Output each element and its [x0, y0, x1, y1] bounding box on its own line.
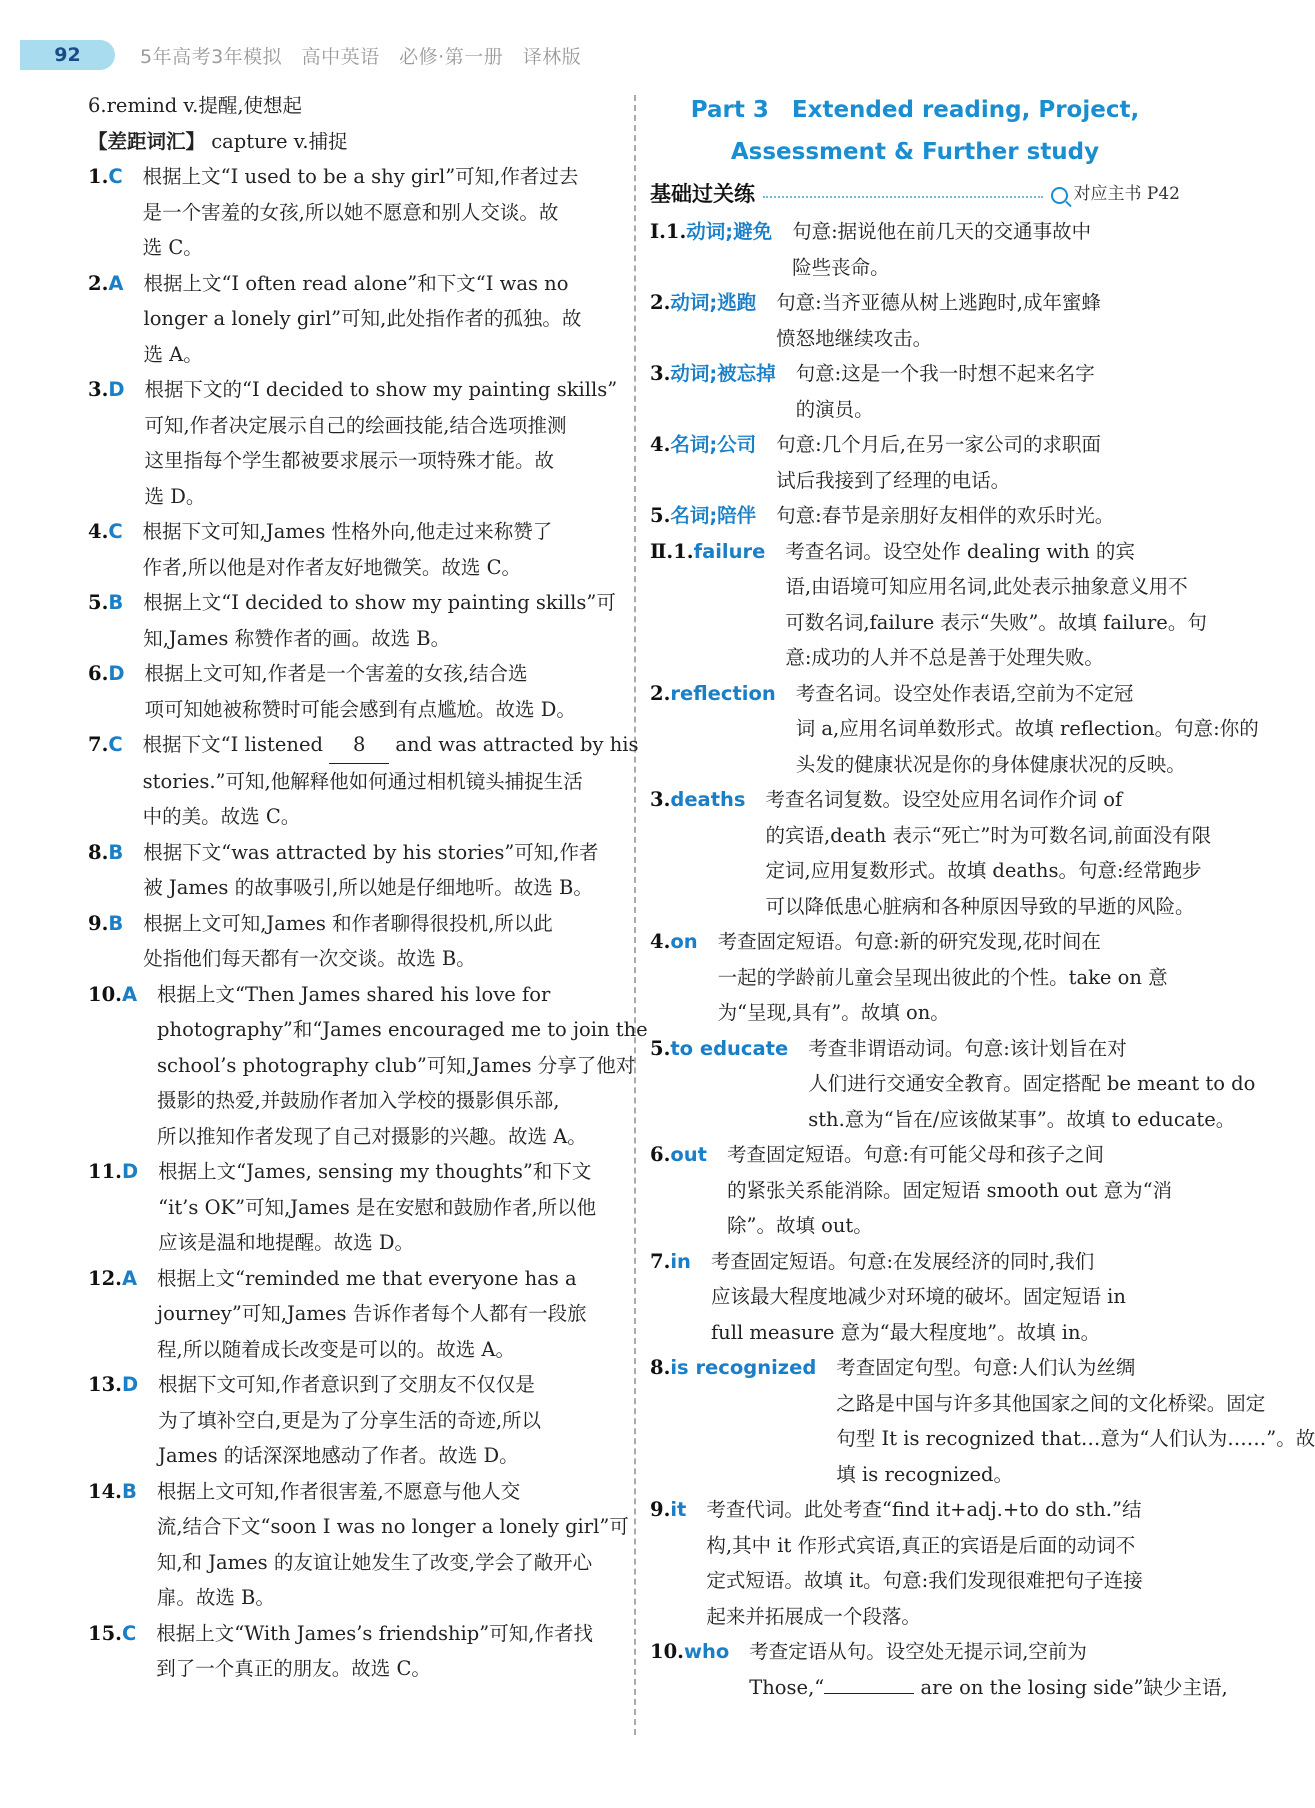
item-number: 4.	[88, 520, 109, 543]
page-header	[20, 40, 581, 70]
item-explanation	[143, 514, 618, 585]
item-explanation	[776, 427, 1180, 498]
item-number: 5.	[650, 1036, 671, 1060]
item-answer: B	[121, 1479, 137, 1503]
explanation-line: 根据下文可知,作者意识到了交朋友不仅仅是	[158, 1373, 535, 1396]
answer-item	[88, 1261, 618, 1368]
explanation-line: 考查名词复数。设空处应用名词作介词 of	[765, 788, 1123, 811]
item-number: 2.	[650, 291, 671, 314]
item-answer: to educate	[670, 1036, 789, 1060]
item-head	[650, 1244, 711, 1351]
explanation-line: 定式短语。故填 it。句意:我们发现很难把句子连接	[706, 1569, 1143, 1592]
item-head	[650, 1492, 706, 1634]
item-answer: C	[121, 1621, 137, 1645]
item-head	[88, 1616, 156, 1687]
item-answer: it	[670, 1498, 687, 1521]
explanation-line: 根据上文“James, sensing my thoughts”和下文	[158, 1160, 592, 1183]
item-number: 7.	[88, 733, 109, 756]
answer-item	[650, 534, 1207, 676]
explanation-text: Those,“	[749, 1675, 825, 1699]
explanation-line: 根据上文“With James’s friendship”可知,作者找	[156, 1621, 593, 1645]
explanation-line: 句意:据说他在前几天的交通事故中	[792, 220, 1092, 243]
item-number: 13.	[88, 1373, 122, 1396]
explanation-line: 项可知她被称赞时可能会感到有点尴尬。故选 D。	[144, 697, 576, 721]
item-number: 14.	[88, 1479, 122, 1503]
item-number: 5.	[650, 504, 671, 527]
explanation-line: 考查固定短语。句意:新的研究发现,花时间在	[717, 930, 1101, 953]
item-head	[88, 1261, 157, 1368]
item-head	[88, 1474, 157, 1616]
answer-item	[88, 835, 618, 906]
explanation-line: 扉。故选 B。	[156, 1586, 275, 1609]
answer-item	[650, 1350, 1315, 1492]
item-number: 6.	[650, 1143, 671, 1166]
explanation-line: 流,结合下文“soon I was no longer a lonely girl”可	[156, 1515, 629, 1538]
section-title: 基础过关练	[650, 182, 755, 207]
item-number: 8.	[88, 840, 109, 864]
answer-item	[650, 285, 1180, 356]
part-title-line-2: Assessment & Further study	[730, 139, 1100, 165]
item-answer: 名词;陪伴	[670, 504, 757, 527]
explanation-line: 考查名词。设空处作 dealing with 的宾	[785, 539, 1135, 563]
explanation-line: “it’s OK”可知,James 是在安慰和鼓励作者,所以他	[158, 1195, 597, 1219]
item-head	[88, 1367, 158, 1474]
section-ref-text: 对应主书 P42	[1073, 184, 1180, 205]
answer-item	[88, 159, 618, 266]
explanation-text: are on the losing side”缺少主语,	[914, 1675, 1228, 1699]
item-explanation	[776, 498, 1180, 534]
explanation-line: 句意:当齐亚德从树上逃跑时,成年蜜蜂	[776, 291, 1101, 314]
explanation-text: and was attracted by his	[389, 733, 639, 756]
item-head	[650, 924, 718, 1031]
explanation-line: 根据上文“reminded me that everyone has a	[157, 1266, 577, 1290]
explanation-line: 构,其中 it 作形式宾语,真正的宾语是后面的动词不	[706, 1533, 1136, 1557]
item-number: 1.	[665, 220, 687, 243]
explanation-line: 考查固定句型。句意:人们认为丝绸	[836, 1356, 1136, 1379]
explanation-line: 考查名词。设空处作表语,空前为不定冠	[795, 681, 1134, 705]
explanation-line: 程,所以随着成长改变是可以的。故选 A。	[157, 1337, 516, 1361]
explanation-text: 根据下文“I listened	[142, 733, 330, 756]
explanation-line: 险些丧命。	[792, 255, 890, 279]
explanation-line: 应该是温和地提醒。故选 D。	[158, 1231, 414, 1254]
explanation-line: James 的话深深地感动了作者。故选 D。	[158, 1444, 519, 1467]
explanation-line: 根据下文的“I decided to show my painting skills”	[144, 378, 618, 401]
item-head	[650, 214, 792, 285]
item-answer: D	[121, 1160, 139, 1183]
item-number: 3.	[88, 378, 109, 401]
item-explanation	[157, 1261, 618, 1368]
explanation-line: 语,由语境可知应用名词,此处表示抽象意义用不	[785, 575, 1188, 598]
item-answer: 动词;逃跑	[670, 291, 757, 314]
part-title-line-1: Part 3 Extended reading, Project,	[690, 97, 1140, 123]
item-answer: 动词;避免	[686, 220, 773, 243]
section-ref	[1051, 177, 1180, 213]
answer-item	[650, 1244, 1180, 1351]
item-answer: C	[108, 165, 123, 188]
item-number: 15.	[88, 1621, 122, 1645]
explanation-line: 除”。故填 out。	[726, 1214, 873, 1237]
explanation-line: 根据上文“Then James shared his love for	[157, 982, 551, 1006]
item-answer: B	[108, 591, 124, 614]
explanation-line: 考查固定短语。句意:有可能父母和孩子之间	[726, 1143, 1105, 1166]
item-answer: D	[121, 1373, 139, 1396]
item-answer: 名词;公司	[670, 433, 757, 456]
item-explanation	[156, 1616, 618, 1687]
explanation-line: 词 a,应用名词单数形式。故填 reflection。句意:你的	[795, 717, 1259, 740]
explanation-line: full measure 意为“最大程度地”。故填 in。	[710, 1320, 1101, 1344]
explanation-line: 为了填补空白,更是为了分享生活的奇迹,所以	[158, 1408, 542, 1432]
item-explanation	[143, 585, 618, 656]
item-head	[650, 1137, 727, 1244]
item-number: 10.	[650, 1640, 684, 1663]
explanation-line: 人们进行交通安全教育。固定搭配 be meant to do	[808, 1072, 1256, 1095]
item-explanation	[711, 1244, 1180, 1351]
explanation-line: school’s photography club”可知,James 分享了他对	[157, 1053, 636, 1077]
book-title: 5年高考3年模拟 高中英语 必修·第一册 译林版	[140, 45, 582, 68]
answer-item	[650, 924, 1180, 1031]
left-column	[88, 88, 648, 1687]
explanation-line: 可以降低患心脏病和各种原因导致的早逝的风险。	[765, 894, 1195, 918]
column-divider	[634, 95, 636, 1735]
answer-item	[88, 1367, 618, 1474]
item-explanation	[157, 1474, 629, 1616]
item-number: 12.	[88, 1266, 122, 1290]
explanation-line: 头发的健康状况是你的身体健康状况的反映。	[795, 752, 1186, 776]
explanation-line: 根据上文“I used to be a shy girl”可知,作者过去	[142, 165, 579, 188]
item-explanation	[792, 214, 1180, 285]
item-answer: C	[108, 733, 123, 756]
item-explanation	[776, 285, 1180, 356]
explanation-line: 根据上文“I decided to show my painting skills”可	[143, 591, 616, 614]
item-head	[88, 835, 143, 906]
item-head	[650, 1634, 749, 1705]
explanation-line: 意:成功的人并不总是善于处理失败。	[785, 646, 1104, 669]
item-explanation	[145, 372, 618, 514]
item-explanation	[158, 1154, 618, 1261]
item-answer: A	[121, 982, 138, 1006]
explanation-line: 考查定语从句。设空处无提示词,空前为	[749, 1640, 1087, 1663]
explanation-line: 根据下文可知,James 性格外向,他走过来称赞了	[142, 520, 553, 543]
item-number: 3.	[650, 362, 671, 385]
explanation-line: stories.”可知,他解释他如何通过相机镜头捕捉生活	[142, 769, 583, 793]
answer-item	[650, 427, 1180, 498]
right-column	[650, 88, 1315, 1705]
explanation-line: 根据上文可知,作者很害羞,不愿意与他人交	[156, 1479, 521, 1503]
item-number: 5.	[88, 591, 109, 614]
item-answer: in	[670, 1249, 691, 1273]
item-answer: D	[108, 662, 125, 685]
answer-item	[650, 676, 1259, 783]
explanation-line: 被 James 的故事吸引,所以她是仔细地听。故选 B。	[143, 876, 593, 899]
answer-item	[88, 266, 618, 373]
explanation-line: 根据上文可知,James 和作者聊得很投机,所以此	[143, 911, 553, 935]
item-explanation	[796, 356, 1180, 427]
explanation-line: 的紧张关系能消除。固定短语 smooth out 意为“消	[726, 1178, 1173, 1202]
explanation-line: 的演员。	[795, 397, 874, 421]
explanation-line: 可数名词,failure 表示“失败”。故填 failure。句	[785, 610, 1207, 634]
explanation-line: 根据上文“I often read alone”和下文“I was no	[143, 271, 569, 295]
item-answer: out	[670, 1143, 707, 1166]
explanation-line: 知,和 James 的友谊让她发生了改变,学会了敞开心	[156, 1550, 593, 1574]
item-number: 9.	[650, 1498, 671, 1521]
item-number: 2.	[650, 681, 671, 705]
item-explanation	[808, 1031, 1255, 1138]
item-head	[88, 372, 145, 514]
item-head	[650, 1031, 808, 1138]
item-explanation	[143, 906, 618, 977]
item-head	[88, 977, 157, 1155]
item-answer: deaths	[670, 788, 746, 811]
item-explanation	[143, 266, 618, 373]
item-explanation	[796, 676, 1259, 783]
explanation-line: 可知,作者决定展示自己的绘画技能,结合选项推测	[144, 413, 567, 437]
answer-item	[88, 585, 618, 656]
explanation-line: 句意:几个月后,在另一家公司的求职面	[776, 433, 1101, 456]
item-head	[650, 427, 776, 498]
item-explanation	[749, 1634, 1227, 1705]
explanation-line: longer a lonely girl”可知,此处指作者的孤独。故	[143, 307, 582, 330]
item-number: 2.	[88, 271, 109, 295]
explanation-line: 句意:这是一个我一时想不起来名字	[795, 362, 1095, 385]
page-number-badge	[20, 40, 115, 70]
item-explanation	[145, 656, 618, 727]
item-head	[650, 1350, 836, 1492]
explanation-line: 摄影的热爱,并鼓励作者加入学校的摄影俱乐部,	[157, 1089, 560, 1112]
explanation-line: 句型 It is recognized that…意为“人们认为……”。故	[836, 1427, 1315, 1450]
item-answer: B	[108, 840, 124, 864]
answer-blank	[824, 1693, 914, 1694]
explanation-line: 处指他们每天都有一次交谈。故选 B。	[143, 947, 476, 970]
item-answer: D	[108, 378, 125, 401]
explanation-line: 愤怒地继续攻击。	[776, 326, 933, 350]
item-explanation	[158, 1367, 618, 1474]
explanation-line: 选 A。	[143, 342, 203, 366]
section-dotted-rule	[763, 196, 1043, 198]
group-label: Ⅰ.	[650, 220, 666, 243]
item-head	[650, 356, 796, 427]
item-number: 10.	[88, 982, 122, 1006]
answer-item	[650, 1634, 1228, 1705]
answer-item	[88, 977, 648, 1155]
explanation-line: 作者,所以他是对作者友好地微笑。故选 C。	[142, 555, 521, 579]
item-explanation	[727, 1137, 1180, 1244]
group-label: Ⅱ.	[650, 539, 674, 563]
explanation-line	[143, 727, 639, 764]
item-answer: A	[121, 1266, 138, 1290]
answer-item	[650, 356, 1180, 427]
item-explanation	[143, 727, 639, 835]
answer-item	[650, 1492, 1180, 1634]
item-head	[88, 585, 143, 656]
item-number: 6.	[88, 662, 109, 685]
item-explanation	[766, 782, 1212, 924]
item-explanation	[706, 1492, 1180, 1634]
explanation-line: 根据下文“was attracted by his stories”可知,作者	[143, 840, 599, 864]
page-number: 92	[54, 44, 81, 66]
explanation-line: 选 C。	[142, 236, 203, 259]
answer-item	[88, 906, 618, 977]
explanation-line: 中的美。故选 C。	[142, 805, 301, 828]
answer-item	[650, 214, 1180, 285]
item-explanation	[836, 1350, 1315, 1492]
section-header	[650, 176, 1180, 214]
item-answer: reflection	[670, 681, 776, 705]
explanation-line: 考查代词。此处考查“find it+adj.+to do sth.”结	[706, 1498, 1142, 1521]
answer-item	[88, 1154, 618, 1261]
item-number: 4.	[650, 930, 671, 953]
item-explanation	[785, 534, 1207, 676]
item-head	[650, 285, 776, 356]
explanation-line: 考查固定短语。句意:在发展经济的同时,我们	[710, 1249, 1095, 1273]
item-number: 9.	[88, 911, 109, 935]
item-head	[650, 782, 766, 924]
gap-vocab-text: capture v.捕捉	[205, 129, 348, 153]
item-number: 4.	[650, 433, 671, 456]
item-head	[88, 656, 145, 727]
gap-vocab-label: 【差距词汇】	[88, 129, 206, 153]
explanation-line: 选 D。	[144, 484, 206, 508]
item-head	[88, 1154, 158, 1261]
answer-item	[650, 498, 1180, 534]
explanation-line: 应该最大程度地减少对环境的破坏。固定短语 in	[710, 1285, 1126, 1308]
item-answer: is recognized	[670, 1356, 817, 1379]
item-number: 1.	[88, 165, 109, 188]
item-head	[88, 266, 143, 373]
answer-item	[650, 1031, 1256, 1138]
explanation-line: 之路是中国与许多其他国家之间的文化桥梁。固定	[836, 1391, 1266, 1415]
item-number: 1.	[673, 539, 694, 563]
item-explanation	[143, 835, 618, 906]
item-head	[88, 906, 143, 977]
explanation-line: sth.意为“旨在/应该做某事”。故填 to educate。	[808, 1107, 1236, 1131]
explanation-line: 是一个害羞的女孩,所以她不愿意和别人交谈。故	[142, 200, 559, 224]
item-head	[650, 498, 776, 534]
item-head	[650, 534, 785, 676]
item-answer: A	[108, 271, 124, 295]
item-head	[88, 727, 143, 835]
answer-item	[88, 656, 618, 727]
explanation-line: journey”可知,James 告诉作者每个人都有一段旅	[157, 1302, 587, 1325]
item-explanation	[157, 977, 648, 1155]
explanation-line: 试后我接到了经理的电话。	[776, 468, 1011, 492]
blank-number: 8	[329, 727, 389, 764]
item-answer: 动词;被忘掉	[670, 362, 776, 385]
answer-item	[650, 1137, 1180, 1244]
item-head	[88, 159, 143, 266]
explanation-line: photography”和“James encouraged me to join the	[157, 1018, 648, 1041]
explanation-line: 一起的学龄前儿童会呈现出彼此的个性。take on 意	[717, 965, 1168, 989]
item-number: 8.	[650, 1356, 671, 1379]
item-answer: on	[670, 930, 698, 953]
item-number: 11.	[88, 1160, 122, 1183]
explanation-line	[749, 1670, 1227, 1706]
item-head	[650, 676, 796, 783]
item-explanation	[718, 924, 1180, 1031]
explanation-line: 所以推知作者发现了自己对摄影的兴趣。故选 A。	[157, 1124, 587, 1148]
item-answer: failure	[693, 539, 766, 563]
explanation-line: 根据上文可知,作者是一个害羞的女孩,结合选	[144, 662, 528, 685]
gap-vocab-line	[88, 124, 618, 160]
item-head	[88, 514, 143, 585]
explanation-line: 到了一个真正的朋友。故选 C。	[156, 1657, 431, 1680]
explanation-line: 这里指每个学生都被要求展示一项特殊才能。故	[144, 449, 555, 472]
answer-item	[88, 727, 639, 835]
vocab-line: 6.remind v.提醒,使想起	[88, 94, 303, 117]
search-icon	[1051, 187, 1068, 204]
item-explanation	[143, 159, 618, 266]
answer-item	[650, 782, 1212, 924]
explanation-line: 句意:春节是亲朋好友相伴的欢乐时光。	[776, 504, 1115, 527]
item-number: 7.	[650, 1249, 671, 1273]
item-number: 3.	[650, 788, 671, 811]
explanation-line: 知,James 称赞作者的画。故选 B。	[143, 626, 451, 650]
answer-item	[88, 372, 618, 514]
explanation-line: 填 is recognized。	[836, 1462, 1014, 1486]
item-answer: B	[108, 911, 124, 935]
explanation-line: 考查非谓语动词。句意:该计划旨在对	[808, 1036, 1127, 1060]
explanation-line: 起来并拓展成一个段落。	[706, 1604, 921, 1628]
answer-item	[88, 1474, 629, 1616]
item-answer: who	[683, 1640, 730, 1663]
explanation-line: 的宾语,death 表示“死亡”时为可数名词,前面没有限	[765, 823, 1212, 847]
explanation-line: 定词,应用复数形式。故填 deaths。句意:经常跑步	[765, 859, 1202, 882]
explanation-line: 为“呈现,具有”。故填 on。	[717, 1001, 950, 1024]
item-answer: C	[108, 520, 123, 543]
answer-item	[88, 1616, 618, 1687]
answer-item	[88, 514, 618, 585]
